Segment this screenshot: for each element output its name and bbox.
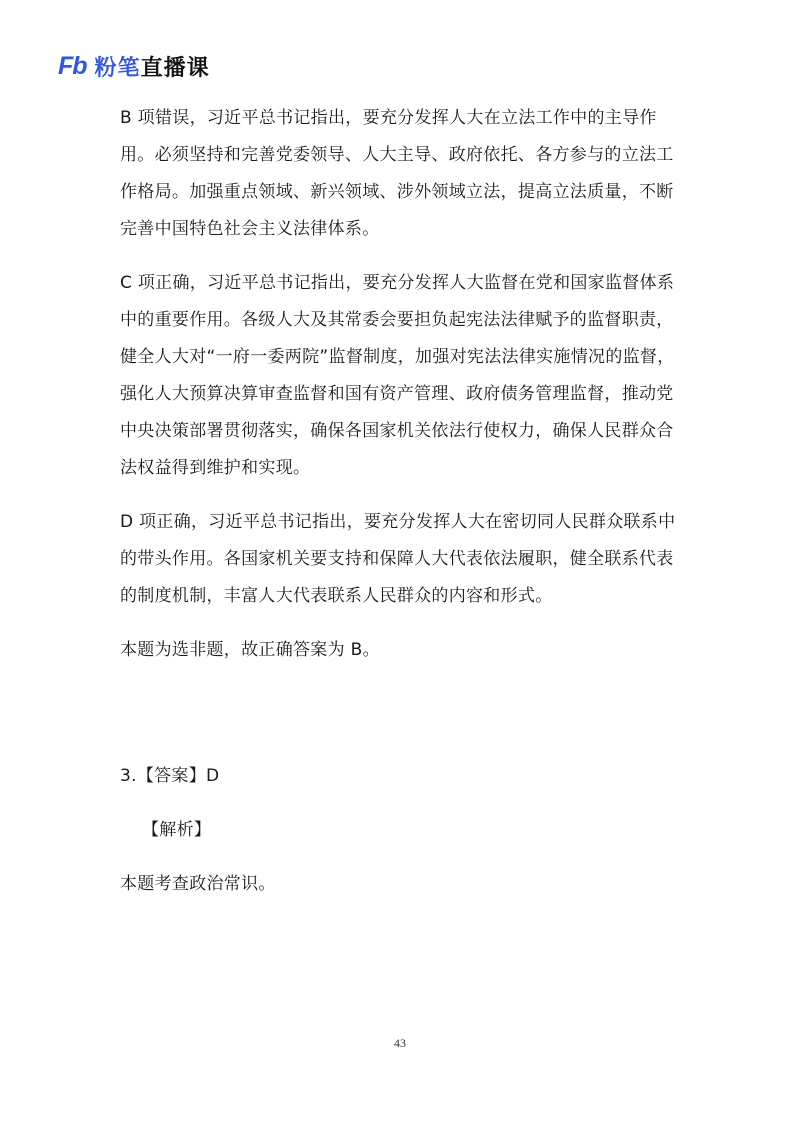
fenbi-logo-icon: Fb	[58, 51, 87, 80]
question-3-answer: 3.【答案】D	[120, 766, 220, 786]
document-body	[120, 100, 682, 920]
brand-name: 粉笔	[94, 55, 141, 81]
section-spacer	[120, 686, 682, 758]
page-number: 43	[394, 1036, 406, 1050]
option-b-explanation: B 项错误，习近平总书记指出，要充分发挥人大在立法工作中的主导作用。必须坚持和完善党委领导、人大主导、政府依托、各方参与的立法工作格局。加强重点领域、新兴领域、涉外领域立法，提高立法质量，不断完善中国特色社会主义法律体系。	[120, 108, 674, 239]
header	[58, 48, 210, 84]
analysis-text: 本题考查政治常识。	[120, 874, 276, 894]
option-c-explanation: C 项正确，习近平总书记指出，要充分发挥人大监督在党和国家监督体系中的重要作用。各级人大及其常委会要担负起宪法法律赋予的监督职责，健全人大对“一府一委两院”监督制度，加强对宪法法律实施情况的监督，强化人大预算决算审查监督和国有资产管理、政府债务管理监督，推动党中央决策部署贯彻落实，确保各国家机关依法行使权力，确保人民群众合法权益得到维护和实现。	[120, 273, 675, 478]
option-d-explanation: D 项正确，习近平总书记指出，要充分发挥人大在密切同人民群众联系中的带头作用。各国家机关要支持和保障人大代表依法履职，健全联系代表的制度机制，丰富人大代表联系人民群众的内容和形式。	[120, 512, 676, 606]
analysis-label: 【解析】	[142, 820, 212, 840]
brand-suffix: 直播课	[140, 55, 210, 81]
conclusion: 本题为选非题，故正确答案为 B。	[120, 640, 380, 660]
